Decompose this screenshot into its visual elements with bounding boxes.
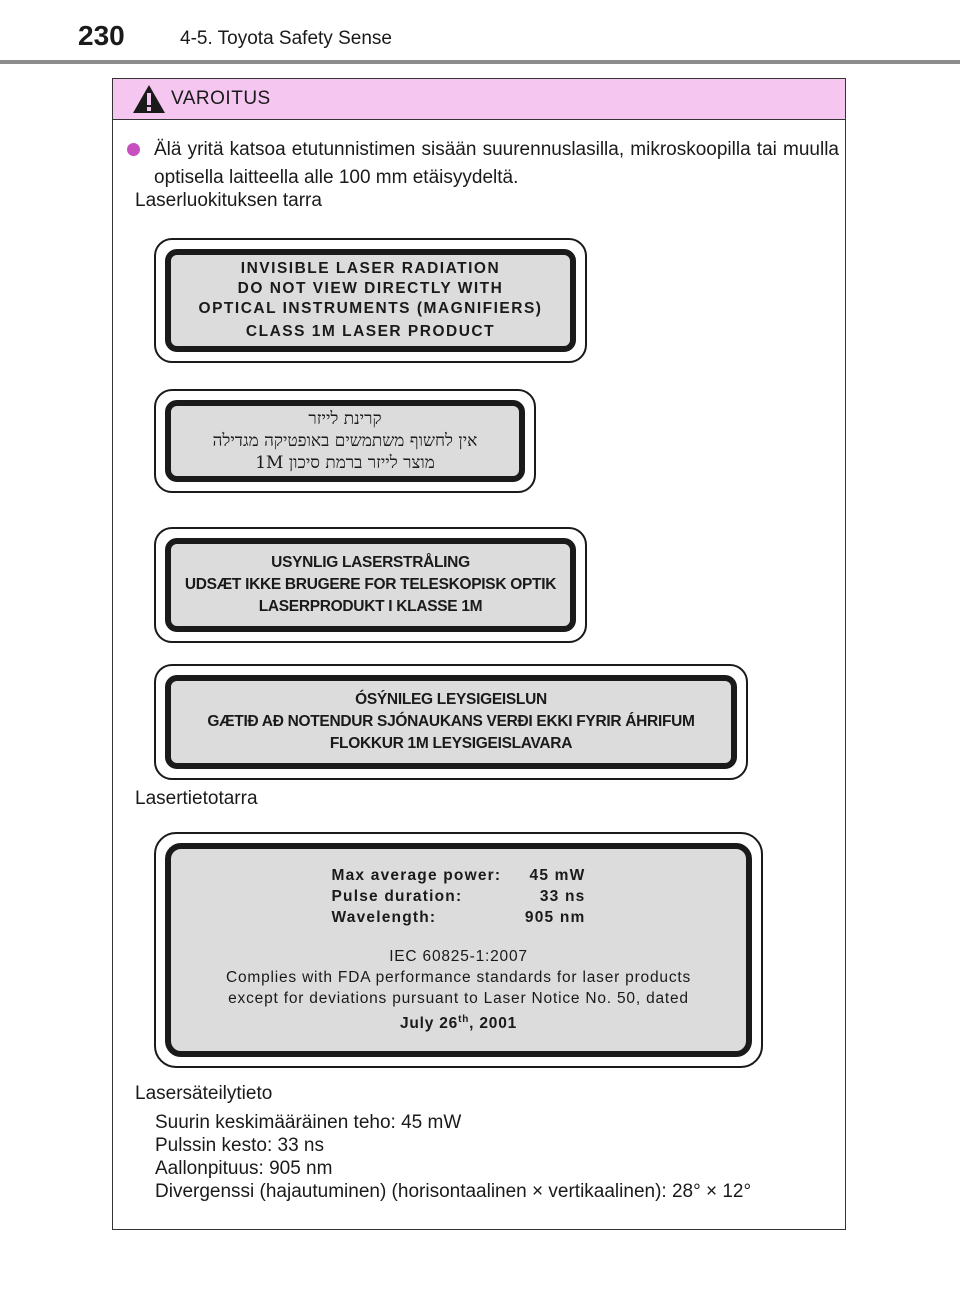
label-line: מוצר לייזר ברמת סיכון 1M <box>255 453 435 473</box>
date-superscript: th <box>458 1014 470 1026</box>
label-icelandic <box>154 664 748 780</box>
spec-key: Max average power: <box>331 867 502 885</box>
label-hebrew <box>154 389 536 493</box>
warning-triangle-icon <box>132 84 166 114</box>
label-icelandic-inner <box>165 675 737 769</box>
iec-standard: IEC 60825-1:2007 <box>389 948 528 966</box>
spec-key: Pulse duration: <box>331 888 463 906</box>
spec-item: Aallonpituus: 905 nm <box>155 1158 333 1179</box>
label-line: FLOKKUR 1M LEYSIGEISLAVARA <box>329 735 573 752</box>
spec-value: 905 nm <box>524 909 586 927</box>
label-danish <box>154 527 587 643</box>
radiation-section-title: Lasersäteilytieto <box>135 1083 273 1104</box>
warning-bullet <box>127 136 839 192</box>
label-danish-inner <box>165 538 576 632</box>
section-title: 4-5. Toyota Safety Sense <box>180 28 392 49</box>
spec-item: Pulssin kesto: 33 ns <box>155 1135 324 1156</box>
label-laser-info-inner <box>165 843 752 1057</box>
label-line: ÓSÝNILEG LEYSIGEISLUN <box>355 691 547 708</box>
date-prefix: July 26 <box>399 1015 459 1033</box>
label-line: USYNLIG LASERSTRÅLING <box>271 554 470 571</box>
spec-item: Divergenssi (hajautuminen) (horisontaalinen × vertikaalinen): 28° × 12° <box>155 1181 752 1202</box>
label-line: INVISIBLE LASER RADIATION <box>240 260 501 277</box>
spec-value: 33 ns <box>539 888 586 906</box>
date-suffix: , 2001 <box>469 1015 518 1033</box>
page-number: 230 <box>78 20 125 51</box>
label-line: CLASS 1M LASER PRODUCT <box>245 323 496 340</box>
spec-key: Wavelength: <box>331 909 437 927</box>
label-hebrew-inner <box>165 400 525 482</box>
radiation-spec-list <box>155 1111 751 1203</box>
compliance-text: Complies with FDA performance standards for laser products <box>225 969 692 987</box>
info-section-title: Lasertietotarra <box>135 788 258 809</box>
warning-header <box>113 79 845 120</box>
laser-spec-row <box>332 865 586 886</box>
compliance-date <box>400 1009 517 1034</box>
warning-bullet-text: Älä yritä katsoa etutunnistimen sisään suurennuslasilla, mikroskoopilla tai muulla optisella laitteella alle 100 mm etäisyydeltä. <box>154 139 839 188</box>
label-line: DO NOT VIEW DIRECTLY WITH <box>237 280 504 297</box>
header-rule <box>0 60 960 64</box>
laser-spec-block <box>332 865 586 928</box>
label-section-title: Laserluokituksen tarra <box>135 190 322 211</box>
label-line: OPTICAL INSTRUMENTS (MAGNIFIERS) <box>198 300 543 317</box>
label-line: אין לחשוף משתמשים באופטיקה מגדילה <box>212 431 478 451</box>
spec-value: 45 mW <box>529 867 586 885</box>
label-line: GÆTIÐ AÐ NOTENDUR SJÓNAUKANS VERÐI EKKI FYRIR ÁHRIFUM <box>207 713 695 730</box>
warning-title: VAROITUS <box>171 88 271 109</box>
spec-item: Suurin keskimääräinen teho: 45 mW <box>155 1112 462 1133</box>
bullet-dot-icon <box>127 143 140 156</box>
warning-box <box>112 78 846 1230</box>
label-line: קרינת לייזר <box>308 409 382 429</box>
compliance-text: except for deviations pursuant to Laser Notice No. 50, dated <box>228 990 689 1008</box>
label-english <box>154 238 587 363</box>
label-line: UDSÆT IKKE BRUGERE FOR TELESKOPISK OPTIK <box>184 576 557 593</box>
label-line: LASERPRODUKT I KLASSE 1M <box>258 598 483 615</box>
label-laser-info <box>154 832 763 1068</box>
laser-spec-row <box>332 886 586 907</box>
label-english-inner <box>165 249 576 352</box>
laser-spec-row <box>332 907 586 928</box>
